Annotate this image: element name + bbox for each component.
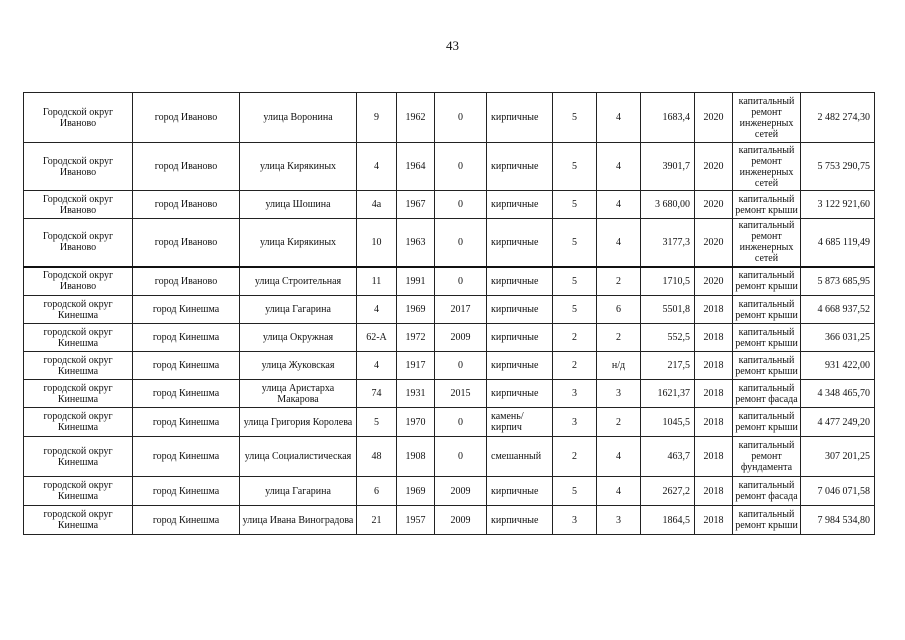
cell-work-type: капитальный ремонт крыши <box>733 191 801 219</box>
cell-area: 1621,37 <box>641 380 695 408</box>
cell-work-type: капитальный ремонт фундамента <box>733 437 801 477</box>
cell-street: улица Воронина <box>240 93 357 143</box>
cell-house-number: 62-А <box>357 324 397 352</box>
cell-overhaul-year: 2009 <box>435 324 487 352</box>
table-row <box>24 506 875 535</box>
cell-build-year: 1969 <box>397 477 435 506</box>
cell-build-year: 1917 <box>397 352 435 380</box>
cell-build-year: 1969 <box>397 296 435 324</box>
table-row <box>24 380 875 408</box>
cell-house-number: 74 <box>357 380 397 408</box>
cell-entrances: 4 <box>597 219 641 267</box>
cell-house-number: 4 <box>357 296 397 324</box>
cell-area: 3 680,00 <box>641 191 695 219</box>
cell-work-type: капитальный ремонт крыши <box>733 296 801 324</box>
cell-entrances: 3 <box>597 380 641 408</box>
cell-floors: 5 <box>553 296 597 324</box>
table-row <box>24 143 875 191</box>
cell-street: улица Социалистическая <box>240 437 357 477</box>
cell-house-number: 5 <box>357 408 397 437</box>
cell-floors: 2 <box>553 324 597 352</box>
cell-entrances: 3 <box>597 506 641 535</box>
cell-municipality: Городской округ Иваново <box>24 143 133 191</box>
cell-floors: 3 <box>553 408 597 437</box>
cell-work-type: капитальный ремонт фасада <box>733 380 801 408</box>
cell-floors: 5 <box>553 93 597 143</box>
cell-wall-material: кирпичные <box>487 352 553 380</box>
cell-build-year: 1964 <box>397 143 435 191</box>
cell-municipality: Городской округ Иваново <box>24 191 133 219</box>
cell-settlement: город Кинешма <box>133 408 240 437</box>
cell-street: улица Строительная <box>240 267 357 296</box>
cell-overhaul-year: 0 <box>435 352 487 380</box>
cell-plan-year: 2018 <box>695 437 733 477</box>
cell-overhaul-year: 2015 <box>435 380 487 408</box>
cell-floors: 5 <box>553 219 597 267</box>
cell-street: улица Кирякиных <box>240 143 357 191</box>
cell-build-year: 1991 <box>397 267 435 296</box>
table-row <box>24 352 875 380</box>
cell-area: 3901,7 <box>641 143 695 191</box>
cell-municipality: городской округ Кинешма <box>24 324 133 352</box>
cell-cost: 2 482 274,30 <box>801 93 875 143</box>
cell-house-number: 6 <box>357 477 397 506</box>
cell-work-type: капитальный ремонт крыши <box>733 352 801 380</box>
cell-cost: 4 685 119,49 <box>801 219 875 267</box>
cell-municipality: городской округ Кинешма <box>24 506 133 535</box>
cell-area: 552,5 <box>641 324 695 352</box>
cell-entrances: 4 <box>597 93 641 143</box>
table-row <box>24 267 875 296</box>
cell-floors: 2 <box>553 352 597 380</box>
cell-area: 1045,5 <box>641 408 695 437</box>
cell-entrances: 4 <box>597 437 641 477</box>
cell-entrances: 4 <box>597 477 641 506</box>
cell-cost: 931 422,00 <box>801 352 875 380</box>
cell-area: 1710,5 <box>641 267 695 296</box>
cell-wall-material: кирпичные <box>487 93 553 143</box>
cell-area: 3177,3 <box>641 219 695 267</box>
cell-work-type: капитальный ремонт инженерных сетей <box>733 219 801 267</box>
cell-settlement: город Иваново <box>133 219 240 267</box>
cell-municipality: городской округ Кинешма <box>24 352 133 380</box>
cell-area: 5501,8 <box>641 296 695 324</box>
cell-house-number: 9 <box>357 93 397 143</box>
cell-wall-material: кирпичные <box>487 324 553 352</box>
cell-overhaul-year: 0 <box>435 93 487 143</box>
cell-plan-year: 2020 <box>695 143 733 191</box>
cell-wall-material: смешанный <box>487 437 553 477</box>
cell-entrances: 6 <box>597 296 641 324</box>
page-number: 43 <box>446 38 459 53</box>
cell-floors: 5 <box>553 143 597 191</box>
cell-settlement: город Иваново <box>133 267 240 296</box>
cell-build-year: 1970 <box>397 408 435 437</box>
cell-plan-year: 2018 <box>695 380 733 408</box>
cell-entrances: 2 <box>597 267 641 296</box>
cell-work-type: капитальный ремонт крыши <box>733 324 801 352</box>
cell-settlement: город Кинешма <box>133 477 240 506</box>
cell-settlement: город Иваново <box>133 93 240 143</box>
cell-overhaul-year: 0 <box>435 408 487 437</box>
cell-build-year: 1963 <box>397 219 435 267</box>
cell-settlement: город Кинешма <box>133 296 240 324</box>
cell-municipality: городской округ Кинешма <box>24 380 133 408</box>
cell-municipality: городской округ Кинешма <box>24 437 133 477</box>
cell-cost: 5 753 290,75 <box>801 143 875 191</box>
cell-settlement: город Кинешма <box>133 380 240 408</box>
cell-overhaul-year: 0 <box>435 267 487 296</box>
cell-municipality: городской округ Кинешма <box>24 477 133 506</box>
cell-street: улица Кирякиных <box>240 219 357 267</box>
cell-cost: 366 031,25 <box>801 324 875 352</box>
table-row <box>24 296 875 324</box>
cell-street: улица Григория Королева <box>240 408 357 437</box>
cell-settlement: город Иваново <box>133 143 240 191</box>
cell-settlement: город Иваново <box>133 191 240 219</box>
table-row <box>24 93 875 143</box>
cell-plan-year: 2018 <box>695 352 733 380</box>
cell-plan-year: 2020 <box>695 93 733 143</box>
cell-house-number: 48 <box>357 437 397 477</box>
cell-plan-year: 2018 <box>695 506 733 535</box>
cell-entrances: 2 <box>597 324 641 352</box>
cell-work-type: капитальный ремонт инженерных сетей <box>733 93 801 143</box>
cell-work-type: капитальный ремонт фасада <box>733 477 801 506</box>
cell-settlement: город Кинешма <box>133 506 240 535</box>
cell-cost: 7 984 534,80 <box>801 506 875 535</box>
cell-work-type: капитальный ремонт крыши <box>733 267 801 296</box>
cell-area: 1864,5 <box>641 506 695 535</box>
cell-wall-material: кирпичные <box>487 296 553 324</box>
cell-cost: 7 046 071,58 <box>801 477 875 506</box>
cell-entrances: 2 <box>597 408 641 437</box>
cell-municipality: городской округ Кинешма <box>24 296 133 324</box>
cell-cost: 5 873 685,95 <box>801 267 875 296</box>
cell-work-type: капитальный ремонт крыши <box>733 408 801 437</box>
cell-floors: 2 <box>553 437 597 477</box>
cell-build-year: 1931 <box>397 380 435 408</box>
table-row <box>24 219 875 267</box>
cell-build-year: 1957 <box>397 506 435 535</box>
cell-wall-material: кирпичные <box>487 267 553 296</box>
cell-cost: 307 201,25 <box>801 437 875 477</box>
cell-plan-year: 2018 <box>695 324 733 352</box>
cell-floors: 3 <box>553 506 597 535</box>
cell-house-number: 4 <box>357 352 397 380</box>
cell-house-number: 10 <box>357 219 397 267</box>
cell-overhaul-year: 0 <box>435 437 487 477</box>
cell-overhaul-year: 2009 <box>435 477 487 506</box>
cell-plan-year: 2020 <box>695 219 733 267</box>
cell-entrances: н/д <box>597 352 641 380</box>
cell-street: улица Аристарха Макарова <box>240 380 357 408</box>
cell-street: улица Гагарина <box>240 477 357 506</box>
cell-wall-material: кирпичные <box>487 191 553 219</box>
cell-build-year: 1967 <box>397 191 435 219</box>
cell-entrances: 4 <box>597 143 641 191</box>
cell-plan-year: 2020 <box>695 191 733 219</box>
cell-work-type: капитальный ремонт инженерных сетей <box>733 143 801 191</box>
cell-street: улица Жуковская <box>240 352 357 380</box>
cell-plan-year: 2018 <box>695 408 733 437</box>
cell-floors: 5 <box>553 191 597 219</box>
cell-house-number: 4а <box>357 191 397 219</box>
cell-cost: 4 477 249,20 <box>801 408 875 437</box>
cell-overhaul-year: 0 <box>435 143 487 191</box>
cell-municipality: Городской округ Иваново <box>24 93 133 143</box>
cell-house-number: 21 <box>357 506 397 535</box>
cell-area: 463,7 <box>641 437 695 477</box>
cell-area: 217,5 <box>641 352 695 380</box>
cell-build-year: 1908 <box>397 437 435 477</box>
cell-street: улица Гагарина <box>240 296 357 324</box>
cell-street: улица Шошина <box>240 191 357 219</box>
cell-wall-material: камень/кирпич <box>487 408 553 437</box>
cell-plan-year: 2018 <box>695 477 733 506</box>
cell-wall-material: кирпичные <box>487 477 553 506</box>
cell-plan-year: 2020 <box>695 267 733 296</box>
cell-area: 2627,2 <box>641 477 695 506</box>
cell-wall-material: кирпичные <box>487 143 553 191</box>
cell-municipality: Городской округ Иваново <box>24 267 133 296</box>
cell-wall-material: кирпичные <box>487 506 553 535</box>
cell-street: улица Ивана Виноградова <box>240 506 357 535</box>
cell-overhaul-year: 2017 <box>435 296 487 324</box>
cell-area: 1683,4 <box>641 93 695 143</box>
cell-municipality: городской округ Кинешма <box>24 408 133 437</box>
table-row <box>24 324 875 352</box>
cell-wall-material: кирпичные <box>487 219 553 267</box>
cell-floors: 5 <box>553 477 597 506</box>
table-row <box>24 477 875 506</box>
cell-settlement: город Кинешма <box>133 352 240 380</box>
cell-overhaul-year: 0 <box>435 219 487 267</box>
cell-house-number: 4 <box>357 143 397 191</box>
cell-work-type: капитальный ремонт крыши <box>733 506 801 535</box>
table-row <box>24 191 875 219</box>
table-row <box>24 437 875 477</box>
cell-municipality: Городской округ Иваново <box>24 219 133 267</box>
cell-build-year: 1962 <box>397 93 435 143</box>
cell-cost: 4 348 465,70 <box>801 380 875 408</box>
cell-floors: 3 <box>553 380 597 408</box>
cell-cost: 4 668 937,52 <box>801 296 875 324</box>
cell-cost: 3 122 921,60 <box>801 191 875 219</box>
table-row <box>24 408 875 437</box>
cell-settlement: город Кинешма <box>133 437 240 477</box>
cell-build-year: 1972 <box>397 324 435 352</box>
cell-plan-year: 2018 <box>695 296 733 324</box>
cell-wall-material: кирпичные <box>487 380 553 408</box>
cell-overhaul-year: 2009 <box>435 506 487 535</box>
cell-street: улица Окружная <box>240 324 357 352</box>
cell-settlement: город Кинешма <box>133 324 240 352</box>
cell-house-number: 11 <box>357 267 397 296</box>
cell-floors: 5 <box>553 267 597 296</box>
cell-entrances: 4 <box>597 191 641 219</box>
housing-repair-table <box>23 92 875 535</box>
cell-overhaul-year: 0 <box>435 191 487 219</box>
